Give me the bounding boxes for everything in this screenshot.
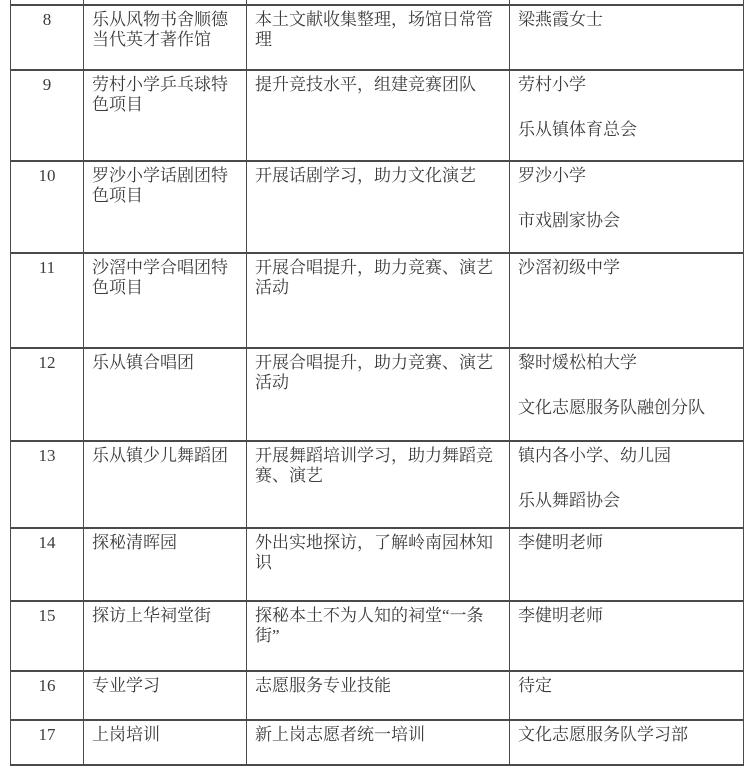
resource-paragraph: 沙滘初级中学: [518, 258, 620, 277]
project-table-body: [11, 0, 744, 765]
project-content-cell: [247, 161, 510, 253]
content-paragraph: 提升竞技水平，组建竞赛团队: [255, 75, 476, 94]
project-name-cell: 专业学习: [84, 671, 247, 720]
project-name-cell: 探访上华祠堂街: [84, 601, 247, 671]
table-row: [11, 671, 744, 720]
row-number-cell: 12: [11, 348, 84, 441]
table-row: [11, 70, 744, 161]
project-content-cell: [247, 441, 510, 528]
project-content-cell: [247, 528, 510, 601]
project-content-cell: [247, 671, 510, 720]
resource-paragraph: 乐从镇体育总会: [518, 120, 637, 139]
resource-paragraph: 黎时煖松柏大学: [518, 353, 637, 372]
row-number-cell: 17: [11, 720, 84, 765]
project-resource-cell: [510, 348, 744, 441]
resource-paragraph: 待定: [518, 676, 552, 695]
table-row: [11, 528, 744, 601]
content-paragraph: 新上岗志愿者统一培训: [255, 725, 425, 744]
table-row: [11, 161, 744, 253]
content-paragraph: 外出实地探访，了解岭南园林知识: [255, 533, 493, 572]
content-paragraph: 志愿服务专业技能: [255, 676, 391, 695]
resource-paragraph: 李健明老师: [518, 606, 603, 625]
resource-paragraph: 劳村小学: [518, 75, 586, 94]
resource-paragraph: 文化志愿服务队学习部: [518, 725, 688, 744]
project-content-cell: [247, 601, 510, 671]
project-content-cell: [247, 70, 510, 161]
project-resource-cell: [510, 70, 744, 161]
resource-paragraph: 乐从舞蹈协会: [518, 491, 620, 510]
row-number-cell: 13: [11, 441, 84, 528]
table-row: [11, 601, 744, 671]
project-content-cell: [247, 720, 510, 765]
project-table: [10, 0, 744, 766]
content-paragraph: 探秘本土不为人知的祠堂“一条街”: [255, 606, 484, 645]
table-row: [11, 720, 744, 765]
project-content-cell: [247, 348, 510, 441]
table-row: [11, 441, 744, 528]
project-name-cell: 劳村小学乒乓球特色项目: [84, 70, 247, 161]
row-number-cell: 14: [11, 528, 84, 601]
content-paragraph: 本土文献收集整理，场馆日常管理: [255, 10, 493, 49]
project-resource-cell: [510, 253, 744, 348]
row-number-cell: 15: [11, 601, 84, 671]
project-name-cell: 上岗培训: [84, 720, 247, 765]
row-number-cell: 16: [11, 671, 84, 720]
project-resource-cell: [510, 671, 744, 720]
row-number-cell: 11: [11, 253, 84, 348]
resource-paragraph: 镇内各小学、幼儿园: [518, 446, 671, 465]
resource-paragraph: 李健明老师: [518, 533, 603, 552]
project-name-cell: 罗沙小学话剧团特色项目: [84, 161, 247, 253]
content-paragraph: 开展合唱提升，助力竞赛、演艺活动: [255, 258, 493, 297]
resource-paragraph: 文化志愿服务队融创分队: [518, 398, 705, 417]
table-row: [11, 348, 744, 441]
project-resource-cell: [510, 5, 744, 70]
resource-paragraph: 市戏剧家协会: [518, 211, 620, 230]
content-paragraph: 开展舞蹈培训学习，助力舞蹈竞赛、演艺: [255, 446, 493, 485]
row-number-cell: 9: [11, 70, 84, 161]
project-name-cell: 乐从风物书舍顺德当代英才著作馆: [84, 5, 247, 70]
project-name-cell: 沙滘中学合唱团特色项目: [84, 253, 247, 348]
project-resource-cell: [510, 720, 744, 765]
project-content-cell: [247, 253, 510, 348]
table-row: [11, 5, 744, 70]
project-resource-cell: [510, 441, 744, 528]
row-number-cell: 10: [11, 161, 84, 253]
resource-paragraph: 罗沙小学: [518, 166, 586, 185]
project-resource-cell: [510, 601, 744, 671]
project-name-cell: 乐从镇少儿舞蹈团: [84, 441, 247, 528]
project-resource-cell: [510, 528, 744, 601]
project-resource-cell: [510, 161, 744, 253]
content-paragraph: 开展话剧学习，助力文化演艺: [255, 166, 476, 185]
content-paragraph: 开展合唱提升，助力竞赛、演艺活动: [255, 353, 493, 392]
project-name-cell: 探秘清晖园: [84, 528, 247, 601]
row-number-cell: 8: [11, 5, 84, 70]
resource-paragraph: 梁燕霞女士: [518, 10, 603, 29]
project-content-cell: [247, 5, 510, 70]
project-name-cell: 乐从镇合唱团: [84, 348, 247, 441]
table-row: [11, 253, 744, 348]
